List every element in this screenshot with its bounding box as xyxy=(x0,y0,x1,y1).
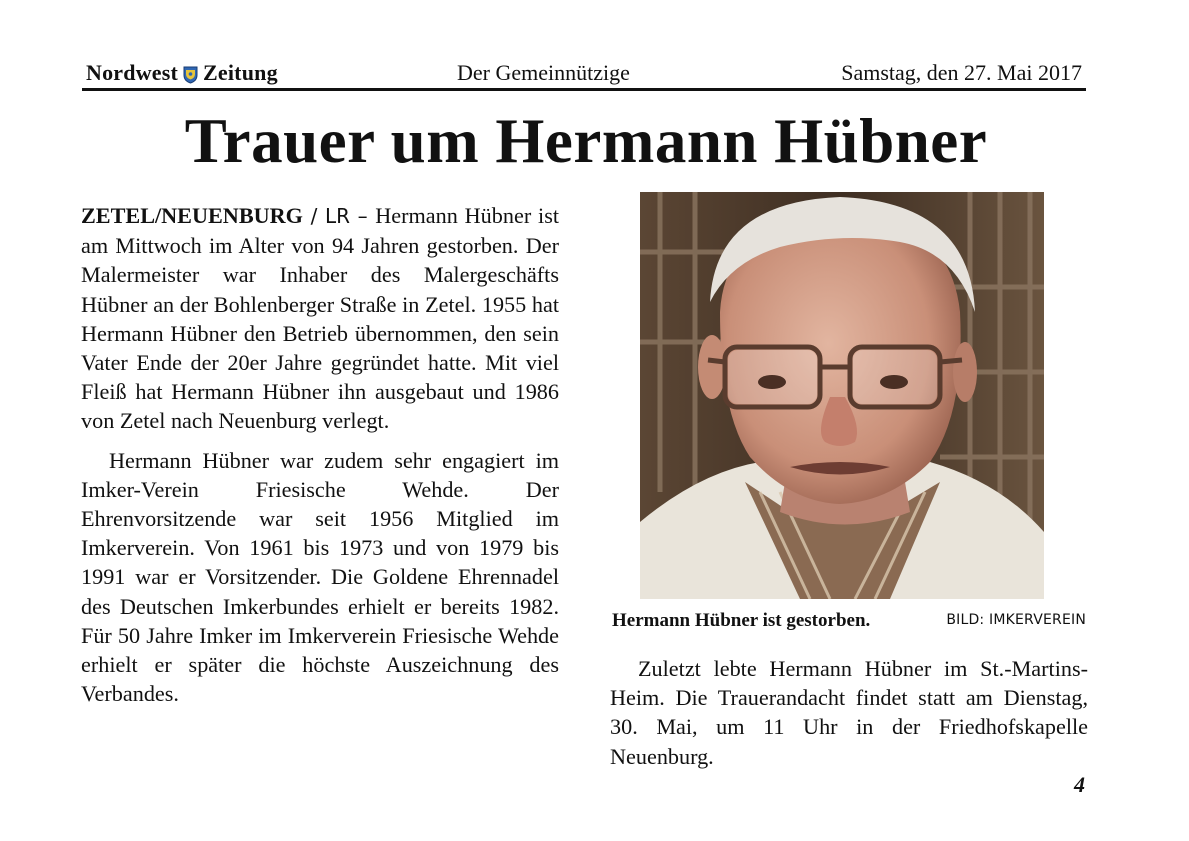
article-column-right xyxy=(610,654,1088,771)
caption-text: Hermann Hübner ist gestorben. xyxy=(612,610,871,631)
article-column-left xyxy=(81,201,559,708)
photo-credit: BILD: IMKERVEREIN xyxy=(946,612,1086,628)
article-headline: Trauer um Hermann Hübner xyxy=(184,106,988,176)
article-paragraph-2: Hermann Hübner war zudem sehr engagiert im Imker-Verein Friesische Wehde. Der Ehrenvorsitzende war seit 1956 Mitglied im Imkerverein. Von 1961 bis 1973 und von 1979 bis 1991 war er Vorsitzender. Die Goldene Ehrennadel des Deutschen Imkerbundes erhielt er bereits 1982. Für 50 Jahre Imker im Imkerverein Friesische Wehde erhielt er später die höchste Auszeichnung des Verbandes. xyxy=(81,447,559,707)
masthead xyxy=(82,58,1086,91)
brand-right-text: Zeitung xyxy=(203,60,278,85)
page-number: 4 xyxy=(1074,772,1085,797)
portrait-photo xyxy=(640,192,1044,599)
article-paragraph-3: Zuletzt lebte Hermann Hübner im St.-Martins-Heim. Die Trauerandacht findet statt am Dienstag, 30. Mai, um 11 Uhr in der Friedhofskapelle Neuenburg. xyxy=(610,656,1088,769)
brand-left-text: Nordwest xyxy=(86,60,179,85)
paragraph-1-body: Hermann Hübner ist am Mittwoch im Alter von 94 Jahren gestorben. Der Malermeister war Inhaber des Malergeschäfts Hübner an der Bohlenberger Straße in Zetel. 1955 hat Hermann Hübner den Betrieb übernommen, den sein Vater Ende der 20er Jahre gegründet hatte. Mit viel Fleiß hat Hermann Hübner ihn ausgebaut und 1986 von Zetel nach Neuenburg verlegt. xyxy=(81,203,559,434)
coat-of-arms-icon xyxy=(183,64,198,82)
issue-date: Samstag, den 27. Mai 2017 xyxy=(841,60,1082,85)
newspaper-logo xyxy=(86,60,278,86)
dateline: ZETEL/NEUENBURG xyxy=(81,203,303,228)
article-paragraph-1 xyxy=(81,201,559,436)
photo-caption xyxy=(612,610,1086,632)
agency-tag: / LR – xyxy=(302,204,376,228)
section-title: Der Gemeinnützige xyxy=(457,60,630,85)
